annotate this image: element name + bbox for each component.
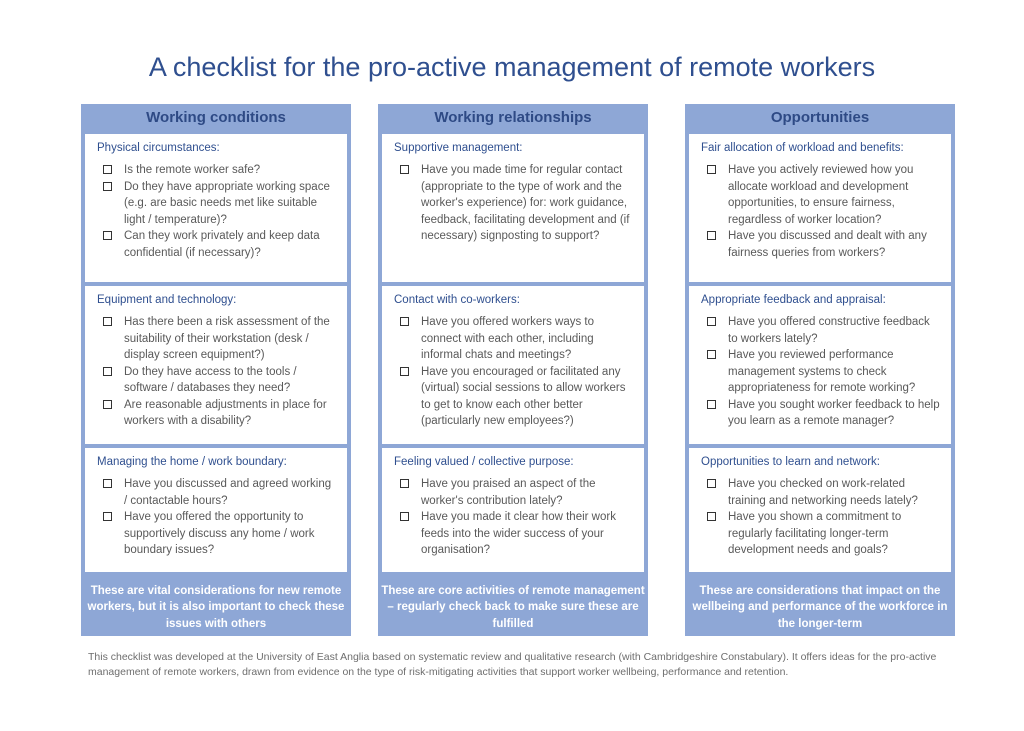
checklist-column: [81, 104, 351, 636]
footnote: This checklist was developed at the University of East Anglia based on systematic review and qualitative research (with Cambridgeshire Constabulary). It offers ideas for the pro-active management of remote workers, drawn from evidence on the type of risk-mitigating activities that support worker wellbeing, performance and retention.: [88, 651, 937, 678]
checkbox-icon[interactable]: [103, 165, 112, 174]
item-text: Have you reviewed performance management systems to check appropriateness for remote working?: [728, 349, 916, 394]
checkbox-icon[interactable]: [400, 165, 409, 174]
item-text: Have you actively reviewed how you allocate workload and development opportunities, to ensure fairness, regardless of worker location?: [728, 164, 914, 226]
checklist-item: [400, 509, 634, 559]
checklist-section: [85, 448, 347, 572]
checklist-column: [378, 104, 648, 636]
item-text: Have you made it clear how their work feeds into the wider success of your organisation?: [421, 511, 616, 556]
checklist-section: [689, 286, 951, 444]
checklist-item: [103, 476, 337, 509]
checklist-item: [400, 364, 634, 430]
checkbox-icon[interactable]: [707, 165, 716, 174]
checklist-item: [707, 347, 941, 397]
checklist-section: [689, 134, 951, 282]
checkbox-icon[interactable]: [707, 479, 716, 488]
item-text: Do they have access to the tools / software / databases they need?: [124, 365, 297, 394]
page-title: A checklist for the pro-active management of remote workers: [148, 52, 876, 82]
section-title: Equipment and technology:: [97, 294, 237, 306]
checkbox-icon[interactable]: [400, 512, 409, 521]
item-text: Have you praised an aspect of the worker's contribution lately?: [421, 478, 596, 507]
checkbox-icon[interactable]: [707, 317, 716, 326]
checklist-item: [103, 162, 337, 179]
checklist-item: [103, 314, 337, 364]
section-title: Opportunities to learn and network:: [701, 456, 880, 468]
checklist-item: [707, 476, 941, 509]
checkbox-icon[interactable]: [103, 367, 112, 376]
item-text: Have you offered workers ways to connect with each other, including informal chats and meetings?: [421, 316, 595, 361]
item-text: Have you discussed and dealt with any fairness queries from workers?: [728, 230, 927, 259]
item-text: Have you encouraged or facilitated any (virtual) social sessions to allow workers to get to know each other better (particularly new employees?): [421, 365, 626, 427]
item-text: Do they have appropriate working space (e.g. are basic needs met like suitable light / temperature)?: [124, 180, 330, 226]
checklist-item: [103, 228, 337, 261]
section-title: Feeling valued / collective purpose:: [394, 456, 574, 468]
section-title: Physical circumstances:: [97, 142, 220, 154]
checkbox-icon[interactable]: [103, 479, 112, 488]
checkbox-icon[interactable]: [707, 400, 716, 409]
checklist-item: [707, 162, 941, 228]
column-heading: Opportunities: [770, 109, 870, 126]
section-title: Fair allocation of workload and benefits:: [701, 142, 904, 154]
checklist-section: [382, 286, 644, 444]
item-text: Have you offered constructive feedback to workers lately?: [728, 316, 930, 345]
item-text: Have you offered the opportunity to supportively discuss any home / work boundary issues?: [124, 511, 315, 556]
checkbox-icon[interactable]: [400, 479, 409, 488]
item-text: Can they work privately and keep data confidential (if necessary)?: [124, 230, 320, 259]
checkbox-icon[interactable]: [707, 512, 716, 521]
item-text: Has there been a risk assessment of the suitability of their workstation (desk / display screen equipment?): [124, 316, 330, 361]
column-footer: These are considerations that impact on the wellbeing and performance of the workforce in the longer-term: [692, 584, 948, 630]
checklist-section: [689, 448, 951, 572]
checkbox-icon[interactable]: [400, 317, 409, 326]
column-footer: These are core activities of remote management – regularly check back to make sure these are fulfilled: [381, 584, 645, 630]
item-text: Have you checked on work-related training and networking needs lately?: [728, 478, 918, 507]
checklist-section: [85, 134, 347, 282]
checklist-item: [707, 228, 941, 261]
checklist-section: [382, 134, 644, 282]
checklist-item: [103, 397, 337, 430]
checkbox-icon[interactable]: [103, 317, 112, 326]
checkbox-icon[interactable]: [400, 367, 409, 376]
checkbox-icon[interactable]: [707, 350, 716, 359]
column-heading: Working relationships: [434, 109, 592, 126]
checklist-item: [400, 476, 634, 509]
item-text: Have you shown a commitment to regularly facilitating longer-term development needs and goals?: [728, 511, 902, 556]
item-text: Is the remote worker safe?: [124, 164, 261, 176]
checkbox-icon[interactable]: [103, 400, 112, 409]
checkbox-icon[interactable]: [103, 182, 112, 191]
section-title: Contact with co-workers:: [394, 294, 520, 306]
checkbox-icon[interactable]: [707, 231, 716, 240]
column-footer: These are vital considerations for new remote workers, but it is also important to check these issues with others: [87, 584, 345, 630]
checklist-section: [85, 286, 347, 444]
checklist-item: [707, 397, 941, 430]
item-text: Are reasonable adjustments in place for workers with a disability?: [124, 398, 327, 427]
checkbox-icon[interactable]: [103, 512, 112, 521]
checklist-item: [103, 509, 337, 559]
checklist-item: [707, 314, 941, 347]
section-title: Managing the home / work boundary:: [97, 456, 287, 468]
checklist-column: [685, 104, 955, 636]
checklist-item: [400, 162, 634, 245]
section-title: Supportive management:: [394, 142, 523, 154]
checklist-section: [382, 448, 644, 572]
item-text: Have you sought worker feedback to help you learn as a remote manager?: [728, 398, 940, 427]
checkbox-icon[interactable]: [103, 231, 112, 240]
section-title: Appropriate feedback and appraisal:: [701, 294, 886, 306]
checklist-item: [103, 364, 337, 397]
column-heading: Working conditions: [146, 109, 286, 126]
checklist-item: [707, 509, 941, 559]
checklist-item: [103, 179, 337, 229]
checklist-item: [400, 314, 634, 364]
item-text: Have you made time for regular contact (appropriate to the type of work and the worker's experience) for: work guidance, feedback, facilitating development and (if necessary) signposting to support?: [421, 164, 630, 242]
item-text: Have you discussed and agreed working / contactable hours?: [124, 478, 332, 507]
